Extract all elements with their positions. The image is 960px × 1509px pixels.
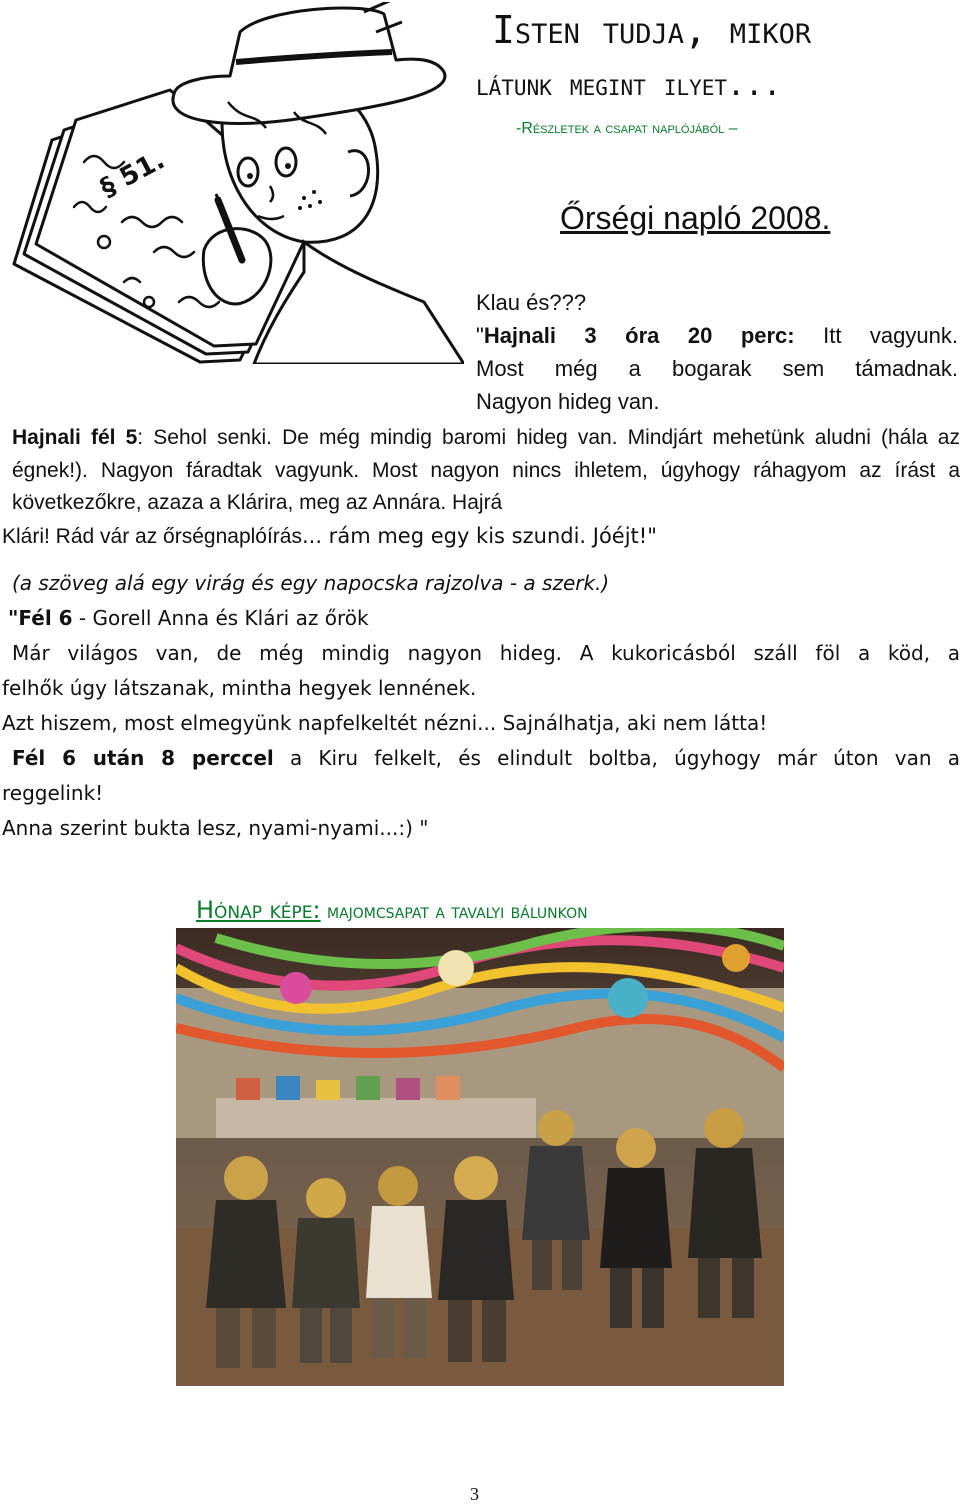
diary-entry-3 <box>2 566 960 846</box>
entry3-line4: felhők úgy látszanak, mintha hegyek lennének. <box>2 676 477 700</box>
entry2-last-line <box>2 520 960 554</box>
diary-title: Őrségi napló 2008. <box>560 200 831 236</box>
boy-writing-diary-illustration <box>4 2 464 364</box>
entry3-line3: Már világos van, de még mindig nagyon hideg. A kukoricásból száll föl a köd, a <box>12 641 960 665</box>
children-dancing-photo <box>176 928 784 1386</box>
notebook-number: § 51. <box>95 145 170 204</box>
diary-entry-2 <box>2 422 960 553</box>
entry3-heading <box>2 601 960 636</box>
entry1-time-rest: Itt vagyunk. <box>794 323 958 348</box>
subtitle-dash-end: – <box>728 120 738 137</box>
entry2-text: : Sehol senki. De még mindig baromi hideg van. Mindjárt mehetünk aludni (hála az égnek!). Nagyon fáradtak vagyunk. Most nagyon nincs ihletem, úgyhogy ráhagyom az írást a következőkre, azaza a Klárira, meg az Annára. Hajrá <box>12 426 960 514</box>
photo-heading-rest: majomcsapat a tavalyi bálunkon <box>320 899 588 923</box>
article-subtitle <box>516 120 738 138</box>
subtitle-dash: - <box>516 120 522 137</box>
entry2-last-comic: ... rám meg egy kis szundi. Jóéjt!" <box>301 523 657 548</box>
subtitle-text: Részletek a csapat naplójából <box>521 120 725 137</box>
entry2-last-plain: Klári! Rád vár az őrségnaplóírás <box>2 524 302 548</box>
page-number: 3 <box>470 1484 479 1504</box>
entry3-time-bold: "Fél 6 <box>8 606 73 630</box>
entry3-line8: Anna szerint bukta lesz, nyami-nyami...:) " <box>2 816 429 840</box>
editor-note: (a szöveg alá egy virág és egy napocska rajzolva - a szerk.) <box>12 571 610 595</box>
entry1-line3: Most még a bogarak sem támadnak. <box>476 356 958 381</box>
entry2-paragraph <box>2 422 960 520</box>
diary-entry-1 <box>476 286 958 418</box>
entry3-heading-rest: - Gorell Anna és Klári az őrök <box>72 606 369 630</box>
entry3-line6 <box>2 741 960 776</box>
entry1-time-line <box>476 319 958 352</box>
photo-heading-label: Hónap képe <box>196 896 313 924</box>
entry1-line4: Nagyon hideg van. <box>476 389 660 414</box>
photo-heading-colon: : <box>312 896 321 924</box>
entry1-author-line: Klau és??? <box>476 290 587 315</box>
entry3-line7: reggelink! <box>2 781 104 805</box>
entry3-time2-bold: Fél 6 után 8 perccel <box>12 746 274 770</box>
entry3-line5: Azt hiszem, most elmegyünk napfelkeltét nézni... Sajnálhatja, aki nem látta! <box>2 711 768 735</box>
entry2-time-bold: Hajnali fél 5 <box>12 426 138 449</box>
article-title-line2: látunk megint ilyet... <box>476 68 782 103</box>
entry1-quote: " <box>476 323 484 348</box>
photo-of-month-heading <box>196 896 588 924</box>
article-title-line1: Isten tudja, mikor <box>492 8 812 52</box>
entry1-time-bold: Hajnali 3 óra 20 perc: <box>483 323 795 348</box>
entry3-line6-rest: a Kiru felkelt, és elindult boltba, úgyhogy már úton van a <box>273 746 960 770</box>
